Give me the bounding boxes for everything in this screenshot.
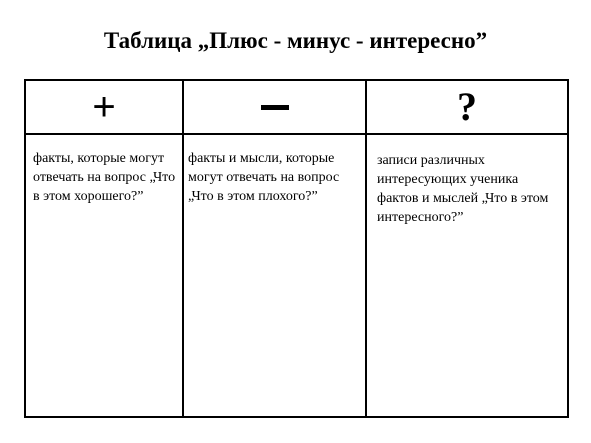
header-cell-question <box>367 81 567 135</box>
column-minus <box>184 81 367 416</box>
header-cell-minus <box>184 81 365 135</box>
pmi-table <box>24 79 569 418</box>
body-cell-plus: факты, которые могут отвечать на вопрос „Что в этом хорошего?” <box>33 151 176 204</box>
minus-icon <box>261 105 289 110</box>
column-plus <box>26 81 184 416</box>
body-cell-minus: факты и мысли, которые могут отвечать на вопрос „Что в этом плохого?” <box>188 151 340 204</box>
column-question <box>367 81 567 416</box>
question-icon: ? <box>457 84 477 129</box>
plus-icon: + <box>92 85 116 129</box>
header-cell-plus <box>26 81 182 135</box>
body-cell-question: записи различных интересующих ученика фактов и мыслей „Что в этом интересного?” <box>377 153 549 225</box>
page-title: Таблица „Плюс - минус - интересно” <box>103 28 488 53</box>
